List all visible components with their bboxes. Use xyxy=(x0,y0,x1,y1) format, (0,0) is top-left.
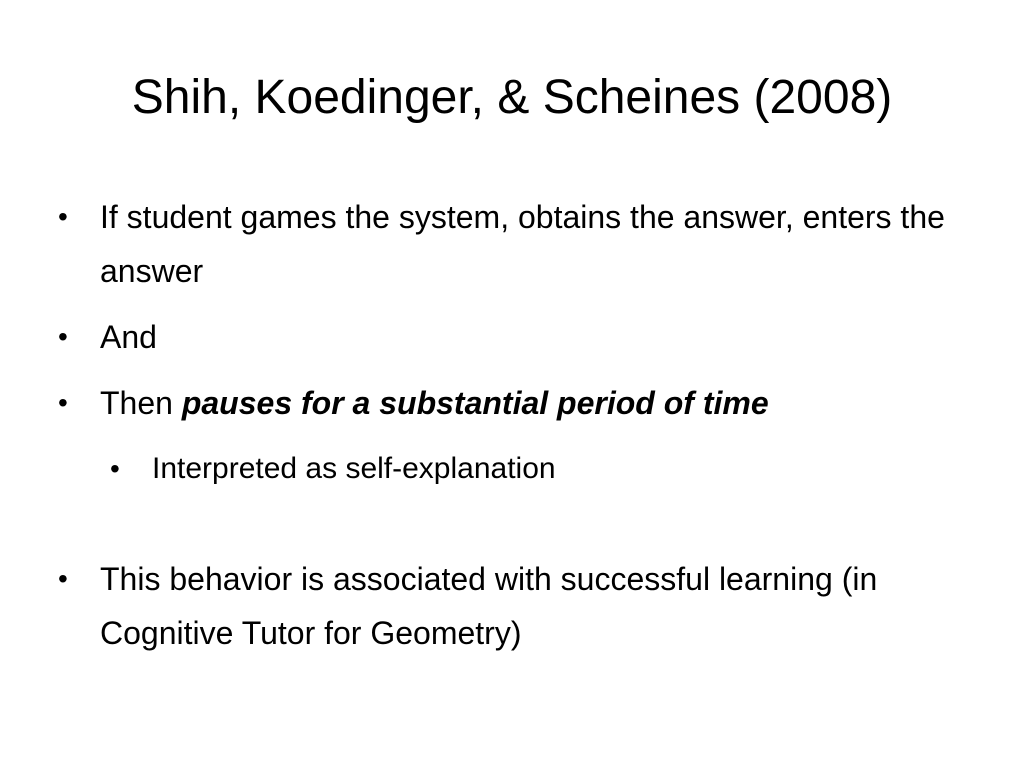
bullet-text-emphasis: pauses for a substantial period of time xyxy=(181,385,769,421)
slide-title: Shih, Koedinger, & Scheines (2008) xyxy=(131,71,893,124)
bullet-dot-icon: • xyxy=(110,453,120,484)
bullet-dot-icon: • xyxy=(58,321,68,352)
bullet-text: This behavior is associated with successful learning (in Cognitive Tutor for Geometry) xyxy=(100,561,878,651)
bullet-dot-icon: • xyxy=(58,201,68,232)
bullet-dot-icon: • xyxy=(58,387,68,418)
bullet-text: Interpreted as self-explanation xyxy=(152,452,556,485)
bullet-item-successful-learning xyxy=(58,552,978,660)
bullet-item-and xyxy=(58,310,978,364)
bullet-item-gaming xyxy=(58,190,978,298)
bullet-text: And xyxy=(100,319,157,355)
bullet-text: If student games the system, obtains the answer, enters the answer xyxy=(100,199,945,289)
sub-bullet-item-self-explanation xyxy=(110,442,978,496)
bullet-dot-icon: • xyxy=(58,563,68,594)
bullet-item-then-pauses xyxy=(58,376,978,430)
bullet-list xyxy=(58,190,978,672)
bullet-text-prefix: Then xyxy=(100,385,182,421)
